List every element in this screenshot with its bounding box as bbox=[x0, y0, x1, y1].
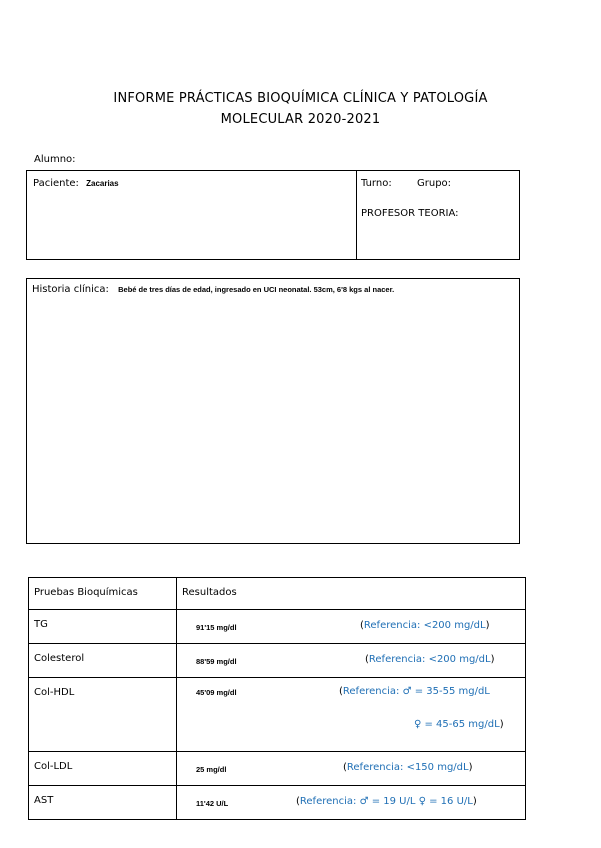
historia-text: Bebé de tres días de edad, ingresado en UCI neonatal. 53cm, 6'8 kgs al nacer. bbox=[118, 285, 395, 294]
table-row bbox=[29, 752, 526, 786]
report-title-line1: INFORME PRÁCTICAS BIOQUÍMICA CLÍNICA Y PATOLOGÍA bbox=[113, 91, 488, 106]
reference-range: (Referencia: ♂ = 35-55 mg/dL bbox=[339, 686, 490, 697]
test-name: Col-LDL bbox=[29, 752, 177, 786]
box-divider bbox=[356, 171, 357, 259]
result-value: 25 mg/dl bbox=[196, 765, 227, 774]
table-header-row bbox=[29, 578, 526, 610]
profesor-label: PROFESOR TEORIA: bbox=[361, 208, 459, 219]
table-row bbox=[29, 678, 526, 752]
reference-range: (Referencia: <200 mg/dL) bbox=[360, 620, 490, 631]
report-title-line2: MOLECULAR 2020-2021 bbox=[220, 112, 381, 127]
reference-range-female: ♀ = 45-65 mg/dL) bbox=[414, 719, 504, 730]
result-cell bbox=[177, 678, 526, 752]
reference-range: (Referencia: <200 mg/dL) bbox=[365, 654, 495, 665]
report-title bbox=[0, 88, 601, 130]
result-value: 88'59 mg/dl bbox=[196, 657, 237, 666]
historia-label: Historia clínica: bbox=[32, 284, 109, 295]
patient-info-box bbox=[26, 170, 520, 260]
paciente-field bbox=[33, 178, 119, 189]
result-cell bbox=[177, 786, 526, 820]
result-cell bbox=[177, 644, 526, 678]
table-row bbox=[29, 786, 526, 820]
test-name: AST bbox=[29, 786, 177, 820]
historia-clinica-box bbox=[26, 278, 520, 544]
header-pruebas: Pruebas Bioquímicas bbox=[29, 578, 177, 610]
table-row bbox=[29, 644, 526, 678]
historia-field bbox=[32, 284, 394, 295]
result-value: 45'09 mg/dl bbox=[196, 688, 237, 697]
grupo-label: Grupo: bbox=[417, 178, 452, 189]
header-resultados: Resultados bbox=[177, 578, 526, 610]
test-name: Colesterol bbox=[29, 644, 177, 678]
biochem-table bbox=[28, 577, 526, 820]
result-cell bbox=[177, 752, 526, 786]
reference-range: (Referencia: <150 mg/dL) bbox=[343, 762, 473, 773]
result-cell bbox=[177, 610, 526, 644]
paciente-label: Paciente: bbox=[33, 178, 79, 189]
result-value: 91'15 mg/dl bbox=[196, 623, 237, 632]
paciente-value: Zacarias bbox=[86, 179, 119, 188]
table-row bbox=[29, 610, 526, 644]
test-name: Col-HDL bbox=[29, 678, 177, 752]
alumno-label: Alumno: bbox=[34, 154, 76, 165]
turno-label: Turno: bbox=[361, 178, 392, 189]
result-value: 11'42 U/L bbox=[196, 799, 229, 808]
test-name: TG bbox=[29, 610, 177, 644]
reference-range: (Referencia: ♂ = 19 U/L ♀ = 16 U/L) bbox=[296, 796, 477, 807]
